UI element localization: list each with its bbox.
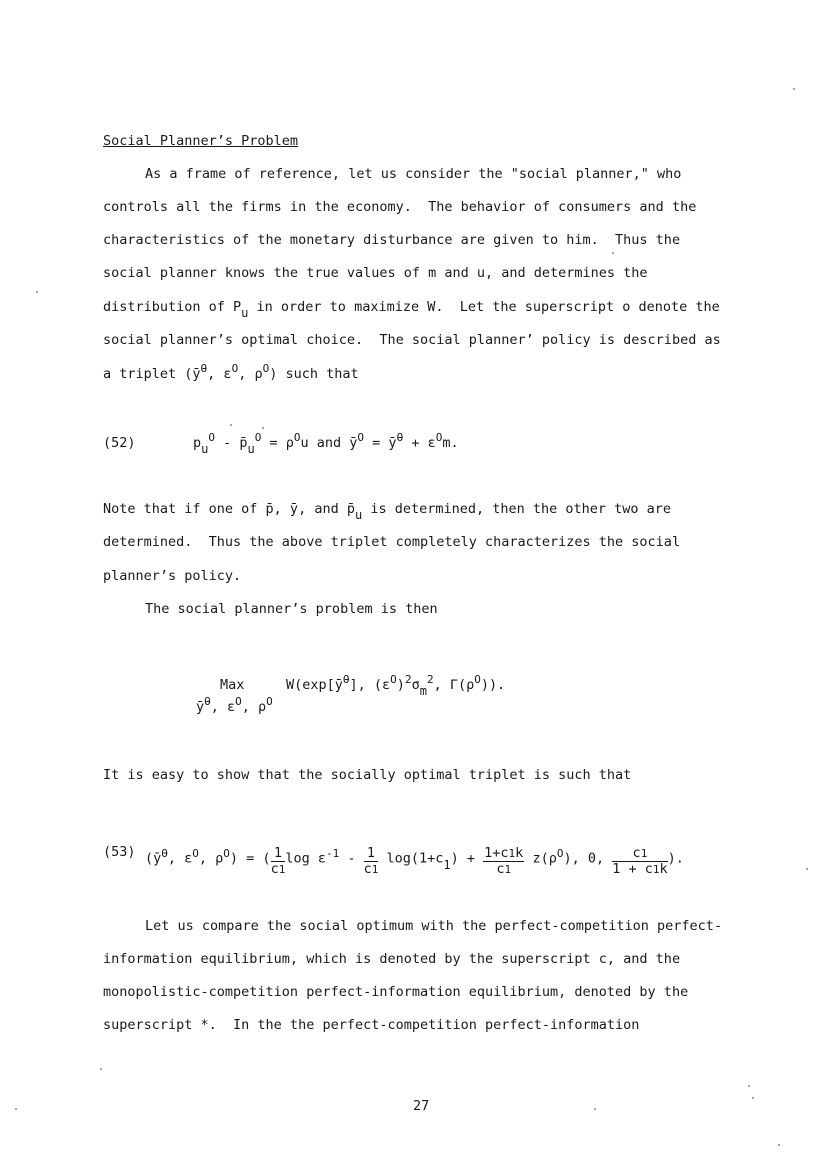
scan-speck [100, 1068, 102, 1070]
scan-speck [612, 252, 614, 254]
equation-53-number: (53) [103, 844, 136, 860]
max-objective: W(exp[ȳ̄$^O$], $(\varepsilon^O)^2\sigma m^2$, $\Gamma(\rho^O)$). [286, 673, 506, 698]
max-operator: Max [220, 677, 245, 693]
body-text-line: Let us compare the social optimum with the perfect-competition perfect- [145, 918, 723, 934]
math-triplet: ȳ̄$^O$, $\varepsilon^O$, $\rho^O$ [192, 362, 270, 382]
body-text-line: monopolistic-competition perfect-information equilibrium, denoted by the [103, 984, 689, 1000]
page-number: 27 [413, 1098, 430, 1114]
body-text-line: planner’s policy. [103, 568, 242, 584]
body-text-line: controls all the firms in the economy. The behavior of consumers and the [103, 199, 697, 215]
equation-52: $pu^O$ - $p̄u^O = \rho^Ou$ and $ȳ^O$ = ȳ̄$^O$ + $\varepsilon^Om$. [193, 431, 459, 456]
scan-speck [594, 1108, 596, 1110]
scan-speck [806, 868, 808, 870]
scan-speck [748, 1085, 750, 1087]
scan-speck [752, 1097, 754, 1099]
scan-speck [793, 88, 795, 90]
equation-53: (ȳ̄$^O$, $\varepsilon^O$, $\rho^O$) = ( $\frac{1}{c1}$ $\log \varepsilon^{-1}$ - $\frac{1}{c1}$ log(1+c1) + $\frac{1+c1k}{c1}$ $z(\rho^O)$, 0, $\frac{c1}{1 + c1k}$ ). [145, 845, 684, 877]
scan-speck [262, 427, 264, 429]
body-text-line: It is easy to show that the socially optimal triplet is such that [103, 767, 632, 783]
section-heading: Social Planner’s Problem [103, 133, 299, 149]
body-text-line: As a frame of reference, let us consider the "social planner," who [145, 166, 682, 182]
body-text-line: distribution of Pu in order to maximize W. Let the superscript o denote the [103, 299, 720, 320]
body-text-line: a triplet (ȳ̄$^O$, $\varepsilon^O$, $\rho^O$) such that [103, 362, 359, 382]
body-text-line: characteristics of the monetary disturbance are given to him. Thus the [103, 232, 681, 248]
equation-52-number: (52) [103, 435, 136, 451]
max-under: ȳ̄$^O$, $\varepsilon^O$, $\rho^O$ [196, 695, 273, 715]
scan-speck [230, 424, 232, 426]
body-text-line: superscript *. In the the perfect-competition perfect-information [103, 1017, 640, 1033]
body-text-line: determined. Thus the above triplet completely characterizes the social [103, 534, 681, 550]
scan-speck [15, 1108, 17, 1110]
body-text-line: The social planner’s problem is then [145, 601, 438, 617]
body-text-line: social planner knows the true values of m and u, and determines the [103, 265, 648, 281]
scan-speck [778, 1144, 780, 1146]
body-text-line: Note that if one of p̄, ȳ, and p̄u is determined, then the other two are [103, 501, 672, 522]
body-text-line: information equilibrium, which is denoted by the superscript c, and the [103, 951, 681, 967]
body-text-line: social planner’s optimal choice. The social planner’ policy is described as [103, 332, 721, 348]
scan-speck [36, 291, 38, 293]
